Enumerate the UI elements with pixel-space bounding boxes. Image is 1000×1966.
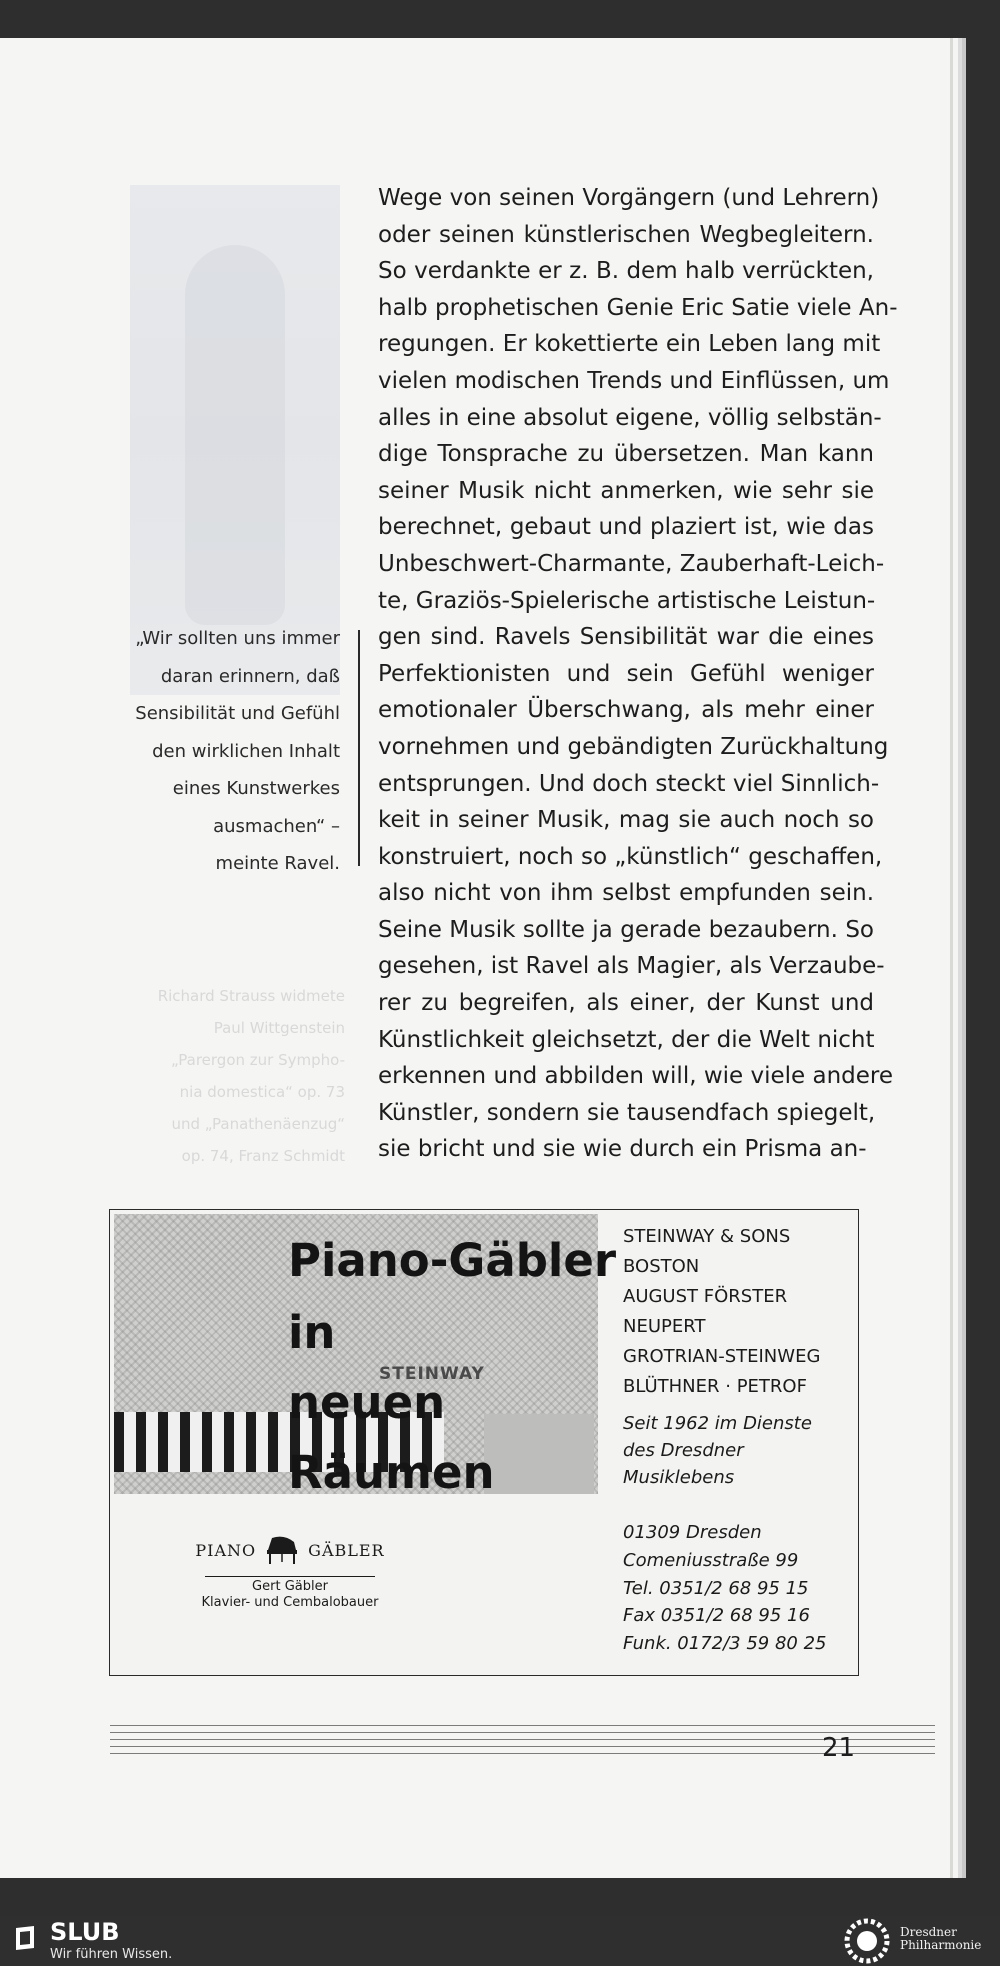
logo-word-gaebler: GÄBLER xyxy=(308,1540,385,1560)
pull-quote-line: Sensibilität und Gefühl xyxy=(135,703,340,724)
body-line: vornehmen und gebändigten Zurückhaltung xyxy=(378,733,889,760)
ad-headline-line: neuen xyxy=(288,1376,446,1429)
piano-brand-plate: STEINWAY xyxy=(379,1364,485,1384)
ad-details xyxy=(623,1222,853,1658)
piano-gaebler-advertisement xyxy=(109,1209,859,1676)
logo-trade: Klavier- und Cembalobauer xyxy=(201,1595,379,1610)
tagline-line: Seit 1962 im Dienste xyxy=(623,1413,812,1434)
body-line: regungen. Er kokettierte ein Leben lang mit xyxy=(378,331,881,358)
logo-subtitle xyxy=(190,1579,390,1611)
grand-piano-icon xyxy=(262,1530,302,1570)
ghost-line: und „Panathenäenzug“ xyxy=(171,1115,345,1133)
pull-quote-line: den wirklichen Inhalt xyxy=(152,740,340,762)
logo-rule xyxy=(205,1576,375,1577)
slub-tagline: Wir führen Wissen. xyxy=(50,1947,173,1962)
body-line: sie bricht und sie wie durch ein Prisma an- xyxy=(378,1136,867,1163)
dresdner-philharmonie-logo-icon[interactable] xyxy=(842,1916,892,1966)
ad-headline-line: in xyxy=(288,1306,336,1359)
body-line: vielen modischen Trends und Einflüssen, um xyxy=(378,367,890,394)
body-line: dige Tonsprache zu übersetzen. Man kann xyxy=(378,441,874,468)
phone-line: Tel. 0351/2 68 95 15 xyxy=(623,1577,809,1599)
pull-quote-line: meinte Ravel. xyxy=(215,853,340,874)
slub-logo-icon[interactable] xyxy=(14,1924,36,1952)
ghost-line: Richard Strauss widmete xyxy=(157,987,345,1005)
ad-tagline xyxy=(623,1410,853,1491)
body-line: erkennen und abbilden will, wie viele andere xyxy=(378,1063,894,1090)
body-line: keit in seiner Musik, mag sie auch noch so xyxy=(378,807,874,834)
pull-quote xyxy=(110,620,340,883)
brand-item: AUGUST FÖRSTER xyxy=(623,1286,788,1307)
body-line: Künstlichkeit gleichsetzt, der die Welt nicht xyxy=(378,1026,875,1053)
slub-name[interactable]: SLUB xyxy=(50,1918,120,1946)
fax-line: Fax 0351/2 68 95 16 xyxy=(623,1605,810,1627)
brand-item: NEUPERT xyxy=(623,1316,706,1337)
footer-rule xyxy=(110,1753,935,1754)
pull-quote-line: „Wir sollten uns immer xyxy=(135,628,340,649)
brand-item: GROTRIAN-STEINWEG xyxy=(623,1346,821,1367)
partner-name-line: Dresdner xyxy=(900,1925,957,1939)
brand-item: BOSTON xyxy=(623,1256,700,1277)
page-edge xyxy=(950,38,953,1878)
brand-item: BLÜTHNER · PETROF xyxy=(623,1376,807,1397)
piano-music-stand xyxy=(484,1414,594,1494)
body-line: rer zu begreifen, als einer, der Kunst und xyxy=(378,990,874,1017)
ad-headline-line: Räumen xyxy=(288,1446,495,1499)
body-line: seiner Musik nicht anmerken, wie sehr sie xyxy=(378,477,874,504)
tagline-line: des Dresdner xyxy=(623,1440,744,1461)
pull-quote-line: eines Kunstwerkes xyxy=(172,778,340,799)
pull-quote-divider xyxy=(358,630,360,866)
body-line: So verdankte er z. B. dem halb verrückten, xyxy=(378,258,874,285)
body-line: Wege von seinen Vorgängern (und Lehrern) xyxy=(378,185,880,211)
address-line: Comeniusstraße 99 xyxy=(623,1549,799,1571)
body-line: alles in eine absolut eigene, völlig selbstän- xyxy=(378,404,882,431)
tagline-line: Musiklebens xyxy=(623,1467,735,1488)
ravel-portrait-faded xyxy=(130,185,340,695)
article-body xyxy=(378,180,898,1168)
body-line: also nicht von ihm selbst empfunden sein. xyxy=(378,880,874,907)
address-line: 01309 Dresden xyxy=(623,1522,762,1543)
portrait-figure xyxy=(185,245,285,625)
body-line: entsprungen. Und doch steckt viel Sinnlich- xyxy=(378,770,880,797)
body-line: oder seinen künstlerischen Wegbegleitern. xyxy=(378,221,874,248)
body-line: gesehen, ist Ravel als Magier, als Verzaube- xyxy=(378,953,885,980)
body-line: konstruiert, noch so „künstlich“ geschaffen, xyxy=(378,843,883,870)
dresdner-philharmonie-name[interactable] xyxy=(900,1926,981,1952)
body-line: Seine Musik sollte ja gerade bezaubern. So xyxy=(378,916,874,943)
body-line: berechnet, gebaut und plaziert ist, wie das xyxy=(378,514,874,541)
body-line: halb prophetischen Genie Eric Satie viele An- xyxy=(378,294,898,321)
ghost-line: Paul Wittgenstein xyxy=(213,1019,345,1037)
body-line: gen sind. Ravels Sensibilität war die eines xyxy=(378,624,874,651)
ad-headline-line: Piano-Gäbler xyxy=(288,1234,617,1287)
ghost-line: nia domestica“ op. 73 xyxy=(179,1083,345,1101)
ghost-line: op. 74, Franz Schmidt xyxy=(181,1147,345,1165)
gaebler-logo xyxy=(190,1530,390,1611)
body-line: Künstler, sondern sie tausendfach spiegelt, xyxy=(378,1099,876,1126)
footer-rule xyxy=(110,1725,935,1726)
brand-item: STEINWAY & SONS xyxy=(623,1226,791,1247)
partner-name-line: Philharmonie xyxy=(900,1938,982,1952)
logo-word-piano: PIANO xyxy=(195,1540,257,1560)
ad-address xyxy=(623,1519,853,1658)
footer-rule xyxy=(110,1739,935,1740)
mobile-line: Funk. 0172/3 59 80 25 xyxy=(623,1633,827,1655)
logo-owner: Gert Gäbler xyxy=(252,1579,328,1594)
ad-brand-list xyxy=(623,1222,853,1402)
footer-rule xyxy=(110,1746,935,1747)
page-number: 21 xyxy=(822,1733,856,1763)
pull-quote-line: daran erinnern, daß xyxy=(160,665,340,687)
ghost-line: „Parergon zur Sympho- xyxy=(171,1051,345,1069)
footer-rule xyxy=(110,1732,935,1733)
gaebler-logo-wordmark xyxy=(190,1530,390,1570)
body-line: Perfektionisten und sein Gefühl weniger xyxy=(378,660,874,687)
footer-rules xyxy=(110,1725,935,1760)
body-line: Unbeschwert-Charmante, Zauberhaft-Leich- xyxy=(378,550,885,577)
body-line: te, Graziös-Spielerische artistische Leistun- xyxy=(378,587,876,614)
body-line: emotionaler Überschwang, als mehr einer xyxy=(378,697,874,724)
show-through-text xyxy=(115,980,345,1172)
pull-quote-line: ausmachen“ – xyxy=(213,815,340,837)
